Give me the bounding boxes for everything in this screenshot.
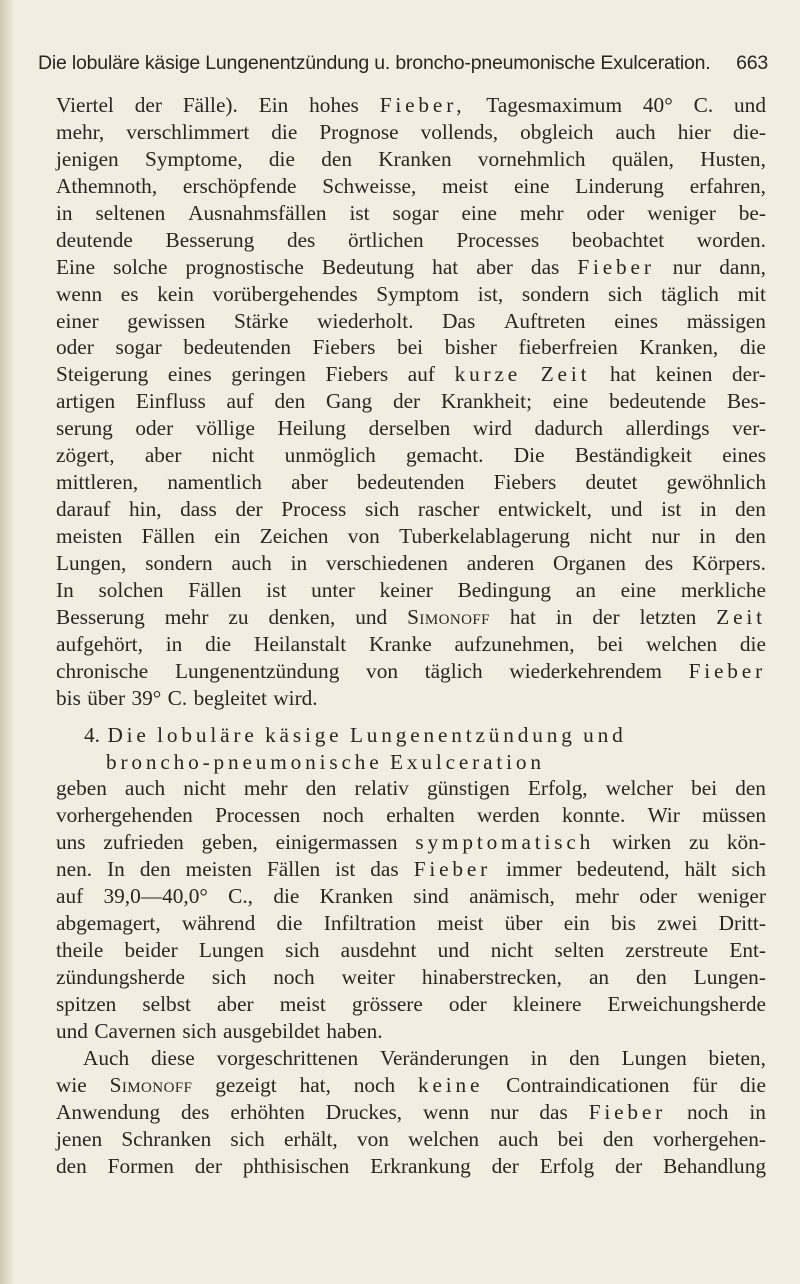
- text-line: vorhergehenden Processen noch erhalten werden konnte. Wir müssen: [56, 803, 766, 828]
- text-line: geben auch nicht mehr den relativ günstigen Erfolg, welcher bei den: [56, 776, 766, 801]
- section-heading: [56, 722, 766, 776]
- text-line: in seltenen Ausnahmsfällen ist sogar eine mehr oder weniger be-: [56, 200, 766, 225]
- text-line: jenigen Symptome, die den Kranken vornehmlich quälen, Husten,: [56, 146, 766, 171]
- section-heading-line1: 4. Die lobuläre käsige Lungenentzündung und: [84, 722, 627, 747]
- text-line: artigen Einfluss auf den Gang der Krankheit; eine bedeutende Bes-: [56, 389, 766, 414]
- text-line: Viertel der Fälle). Ein hohes Fieber, Tagesmaximum 40° C. und: [56, 93, 766, 117]
- text-line: nen. In den meisten Fällen ist das Fieber immer bedeutend, hält sich: [56, 857, 766, 882]
- text-line: Auch diese vorgeschrittenen Veränderungen in den Lungen bieten,: [83, 1045, 766, 1070]
- text-line: zündungsherde sich noch weiter hinaberstrecken, an den Lungen-: [56, 965, 766, 989]
- text-line: oder sogar bedeutenden Fiebers bei bisher fieberfreien Kranken, die: [56, 335, 766, 360]
- text-line: wenn es kein vorübergehendes Symptom ist, sondern sich täglich mit: [56, 281, 766, 306]
- section-gap: [56, 712, 766, 722]
- text-line: uns zufrieden geben, einigermassen symptomatisch wirken zu kön-: [56, 830, 766, 855]
- text-line: jenen Schranken sich erhält, von welchen auch bei den vorhergehen-: [56, 1126, 766, 1151]
- text-line: auf 39,0—40,0° C., die Kranken sind anämisch, mehr oder weniger: [56, 884, 766, 909]
- text-line: wie Simonoff gezeigt hat, noch keine Contraindicationen für die: [56, 1072, 766, 1097]
- text-line: und Cavernen sich ausgebildet haben.: [56, 1018, 383, 1043]
- body-text: [56, 92, 766, 1180]
- text-line: den Formen der phthisischen Erkrankung der Erfolg der Behandlung: [56, 1153, 766, 1178]
- text-line: serung oder völlige Heilung derselben wird dadurch allerdings ver-: [56, 416, 766, 441]
- text-line: Besserung mehr zu denken, und Simonoff hat in der letzten Zeit: [56, 604, 766, 629]
- section-heading-line2: broncho-pneumonische Exulceration: [106, 749, 545, 774]
- text-line: meisten Fällen ein Zeichen von Tuberkelablagerung nicht nur in den: [56, 524, 766, 548]
- text-line: bis über 39° C. begleitet wird.: [56, 685, 318, 710]
- text-line: einer gewissen Stärke wiederholt. Das Auftreten eines mässigen: [56, 308, 766, 333]
- page-binding-shadow: [0, 0, 14, 1284]
- text-line: mehr, verschlimmert die Prognose vollends, obgleich auch hier die-: [56, 119, 766, 144]
- text-line: deutende Besserung des örtlichen Processes beobachtet worden.: [56, 227, 766, 252]
- text-line: theile beider Lungen sich ausdehnt und nicht selten zerstreute Ent-: [56, 938, 766, 963]
- running-header-title: Die lobuläre käsige Lungenentzündung u. broncho-pneumonische Exulceration.: [38, 52, 711, 74]
- text-line: chronische Lungenentzündung von täglich wiederkehrendem Fieber: [56, 658, 766, 683]
- text-line: Steigerung eines geringen Fiebers auf kurze Zeit hat keinen der-: [56, 362, 766, 387]
- text-line: abgemagert, während die Infiltration meist über ein bis zwei Dritt-: [56, 911, 766, 936]
- text-line: Eine solche prognostische Bedeutung hat aber das Fieber nur dann,: [56, 254, 766, 279]
- text-line: darauf hin, dass der Process sich rascher entwickelt, und ist in den: [56, 497, 766, 522]
- text-line: zögert, aber nicht unmöglich gemacht. Die Beständigkeit eines: [56, 443, 766, 468]
- paragraph-3: [56, 1045, 766, 1180]
- text-line: Anwendung des erhöhten Druckes, wenn nur das Fieber noch in: [56, 1099, 766, 1124]
- running-header: [38, 52, 768, 82]
- text-line: aufgehört, in die Heilanstalt Kranke aufzunehmen, bei welchen die: [56, 631, 766, 656]
- text-line: In solchen Fällen ist unter keiner Bedingung an eine merkliche: [56, 577, 766, 602]
- text-line: Athemnoth, erschöpfende Schweisse, meist eine Linderung erfahren,: [56, 173, 766, 198]
- page-number: 663: [736, 52, 768, 74]
- paragraph-1: [56, 92, 766, 712]
- text-line: spitzen selbst aber meist grössere oder kleinere Erweichungsherde: [56, 991, 766, 1016]
- paragraph-2: [56, 775, 766, 1044]
- text-line: Lungen, sondern auch in verschiedenen anderen Organen des Körpers.: [56, 550, 766, 575]
- text-line: mittleren, namentlich aber bedeutenden Fiebers deutet gewöhnlich: [56, 470, 766, 495]
